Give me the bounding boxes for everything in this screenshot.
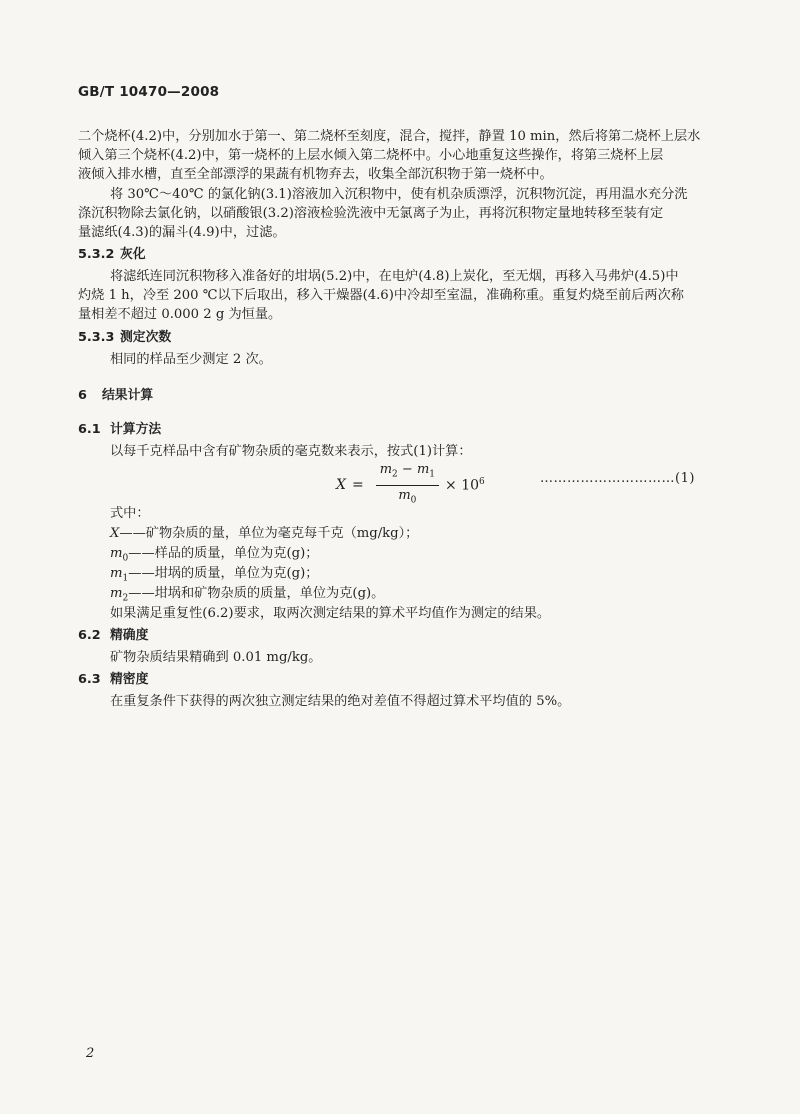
section-heading-5-3-3 — [78, 329, 171, 347]
paragraph-line: 量相差不超过 0.000 2 g 为恒量。 — [78, 307, 282, 322]
symbol-subscript: 2 — [122, 593, 129, 604]
symbol: m — [110, 566, 123, 581]
paragraph-line: 倾入第三个烧杯(4.2)中，第一烧杯的上层水倾入第二烧杯中。小心地重复这些操作，将第三烧杯上层 — [78, 148, 664, 163]
section-title: 灰化 — [120, 247, 146, 262]
formula-var: m — [416, 462, 430, 477]
paragraph-line: 在重复条件下获得的两次独立测定结果的绝对差值不得超过算术平均值的 5%。 — [110, 694, 571, 709]
paragraph-line: 液倾入排水槽，直至全部漂浮的果蔬有机物弃去，收集全部沉积物于第一烧杯中。 — [78, 167, 553, 182]
section-number: 6.2 — [78, 628, 101, 643]
paragraph-line: 将 30℃～40℃ 的氯化钠(3.1)溶液加入沉积物中，使有机杂质漂浮，沉积物沉淀，再用温水充分洗 — [110, 187, 688, 202]
symbol: m — [110, 586, 123, 601]
symbol: m — [110, 546, 123, 561]
section-title: 结果计算 — [102, 388, 154, 403]
section-number: 6.1 — [78, 422, 101, 437]
section-heading-6 — [78, 387, 153, 405]
formula-1 — [336, 462, 485, 508]
equation-number: …………………………(1) — [540, 471, 695, 486]
symbol: X — [110, 526, 120, 541]
paragraph-line: 涤沉积物除去氯化钠，以硝酸银(3.2)溶液检验洗液中无氯离子为止，再将沉积物定量地转移至装有定 — [78, 206, 664, 221]
section-heading-5-3-2 — [78, 246, 146, 264]
formula-minus: − — [401, 462, 413, 477]
formula-denominator — [398, 486, 416, 509]
section-number: 6.3 — [78, 672, 101, 687]
formula-var: m — [379, 462, 393, 477]
paragraph-line: 以每千克样品中含有矿物杂质的毫克数来表示，按式(1)计算： — [110, 444, 472, 459]
document-id-header: GB/T 10470—2008 — [78, 84, 220, 100]
paragraph-line: 相同的样品至少测定 2 次。 — [110, 352, 272, 367]
section-title: 精确度 — [110, 628, 149, 643]
formula-numerator — [376, 462, 439, 486]
page-number: 2 — [86, 1046, 95, 1061]
section-number: 5.3.2 — [78, 247, 115, 262]
formula-var: m — [398, 487, 411, 503]
section-title: 计算方法 — [110, 422, 162, 437]
section-heading-6-3 — [78, 671, 148, 689]
definition: ——坩埚和矿物杂质的质量，单位为克(g)。 — [128, 586, 385, 601]
formula-times: × 10 — [445, 477, 480, 494]
formula-fraction — [376, 462, 439, 508]
symbol-subscript: 0 — [122, 553, 129, 564]
formula-multiplier — [445, 477, 485, 494]
formula-exponent: 6 — [479, 476, 485, 487]
definition: ——样品的质量，单位为克(g)； — [128, 546, 319, 561]
paragraph-line: 二个烧杯(4.2)中，分别加水于第一、第二烧杯至刻度，混合，搅拌，静置 10 min，然后将第二烧杯上层水 — [78, 129, 701, 144]
symbol-subscript: 1 — [122, 573, 129, 584]
section-title: 精密度 — [110, 672, 149, 687]
paragraph-line: 如果满足重复性(6.2)要求，取两次测定结果的算术平均值作为测定的结果。 — [110, 606, 551, 621]
where-item-x — [110, 525, 418, 543]
formula-equals: = — [351, 477, 364, 494]
formula-lhs: X — [336, 477, 346, 494]
paragraph-line: 矿物杂质结果精确到 0.01 mg/kg。 — [110, 650, 322, 665]
paragraph-line: 量滤纸(4.3)的漏斗(4.9)中，过滤。 — [78, 225, 286, 240]
definition: ——矿物杂质的量，单位为毫克每千克（mg/kg）； — [119, 526, 419, 541]
where-intro: 式中： — [110, 506, 150, 521]
section-heading-6-1 — [78, 421, 161, 439]
section-title: 测定次数 — [120, 330, 172, 345]
formula-subscript: 0 — [410, 495, 417, 506]
paragraph-line: 将滤纸连同沉积物移入准备好的坩埚(5.2)中，在电炉(4.8)上炭化，至无烟，再移入马弗炉(4.5)中 — [110, 269, 679, 284]
section-number: 5.3.3 — [78, 330, 115, 345]
section-heading-6-2 — [78, 627, 148, 645]
paragraph-line: 灼烧 1 h，冷至 200 ℃以下后取出，移入干燥器(4.6)中冷却至室温，准确称重。重复灼烧至前后两次称 — [78, 288, 684, 303]
formula-subscript: 1 — [429, 469, 436, 480]
formula-subscript: 2 — [392, 469, 398, 480]
section-number: 6 — [78, 388, 87, 403]
definition: ——坩埚的质量，单位为克(g)； — [128, 566, 319, 581]
